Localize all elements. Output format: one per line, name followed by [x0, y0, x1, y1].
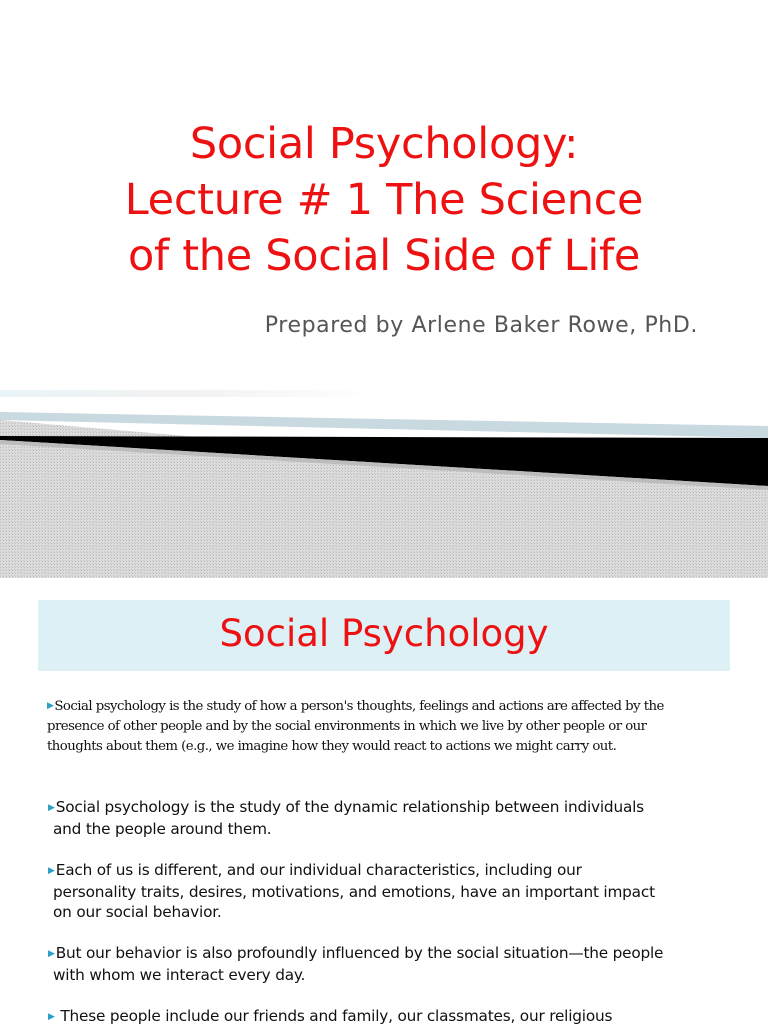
bullet-text: Social psychology is the study of the dynamic relationship between individuals: [55, 798, 644, 816]
content-slide: [0, 578, 768, 1024]
bullet-line: presence of other people and by the social environments in which we live by other people or our: [47, 719, 647, 734]
slide-title-line: Social Psychology:: [189, 119, 579, 169]
bullet-item: [48, 860, 738, 923]
bullet-line: [48, 860, 738, 882]
slide-title-line: Lecture # 1 The Science: [124, 175, 644, 225]
bullet-item: [47, 696, 737, 757]
triangle-bullet-icon: ▶: [48, 866, 55, 876]
bullet-line: [48, 1006, 738, 1024]
bullet-item: [48, 943, 738, 985]
bullet-line: [48, 797, 738, 819]
decorative-banner: [0, 390, 768, 578]
slide-header-band: [38, 600, 730, 671]
bullet-text: But our behavior is also profoundly influenced by the social situation—the people: [55, 944, 664, 962]
bullet-line: with whom we interact every day.: [53, 965, 306, 984]
bullet-line: thoughts about them (e.g., we imagine how they would react to actions we might carry out.: [47, 739, 617, 754]
triangle-bullet-icon: ▶: [48, 803, 55, 813]
slide-subtitle: Prepared by Arlene Baker Rowe, PhD.: [264, 313, 698, 338]
content-slide-title: Social Psychology: [219, 612, 549, 655]
bullet-item: [48, 797, 738, 839]
triangle-bullet-icon: ▶: [48, 949, 55, 959]
bullet-line: on our social behavior.: [53, 903, 222, 921]
bullet-text: Social psychology is the study of how a person's thoughts, feelings and actions are affected by the: [54, 699, 664, 714]
bullet-line: and the people around them.: [53, 819, 272, 838]
bullet-text: These people include our friends and family, our classmates, our religious: [55, 1007, 613, 1024]
slide-title: [0, 116, 768, 284]
triangle-bullet-icon: ▶: [47, 701, 54, 711]
bullet-line: [48, 943, 738, 965]
bullet-line: personality traits, desires, motivations, and emotions, have an important impact: [53, 882, 655, 901]
bullet-line: [47, 696, 737, 717]
top-strip: [0, 390, 380, 397]
slide-title-line: of the Social Side of Life: [128, 231, 640, 281]
bullet-item: [48, 1006, 738, 1024]
triangle-bullet-icon: ▶: [48, 1012, 55, 1022]
bullet-text: Each of us is different, and our individual characteristics, including our: [55, 861, 582, 879]
